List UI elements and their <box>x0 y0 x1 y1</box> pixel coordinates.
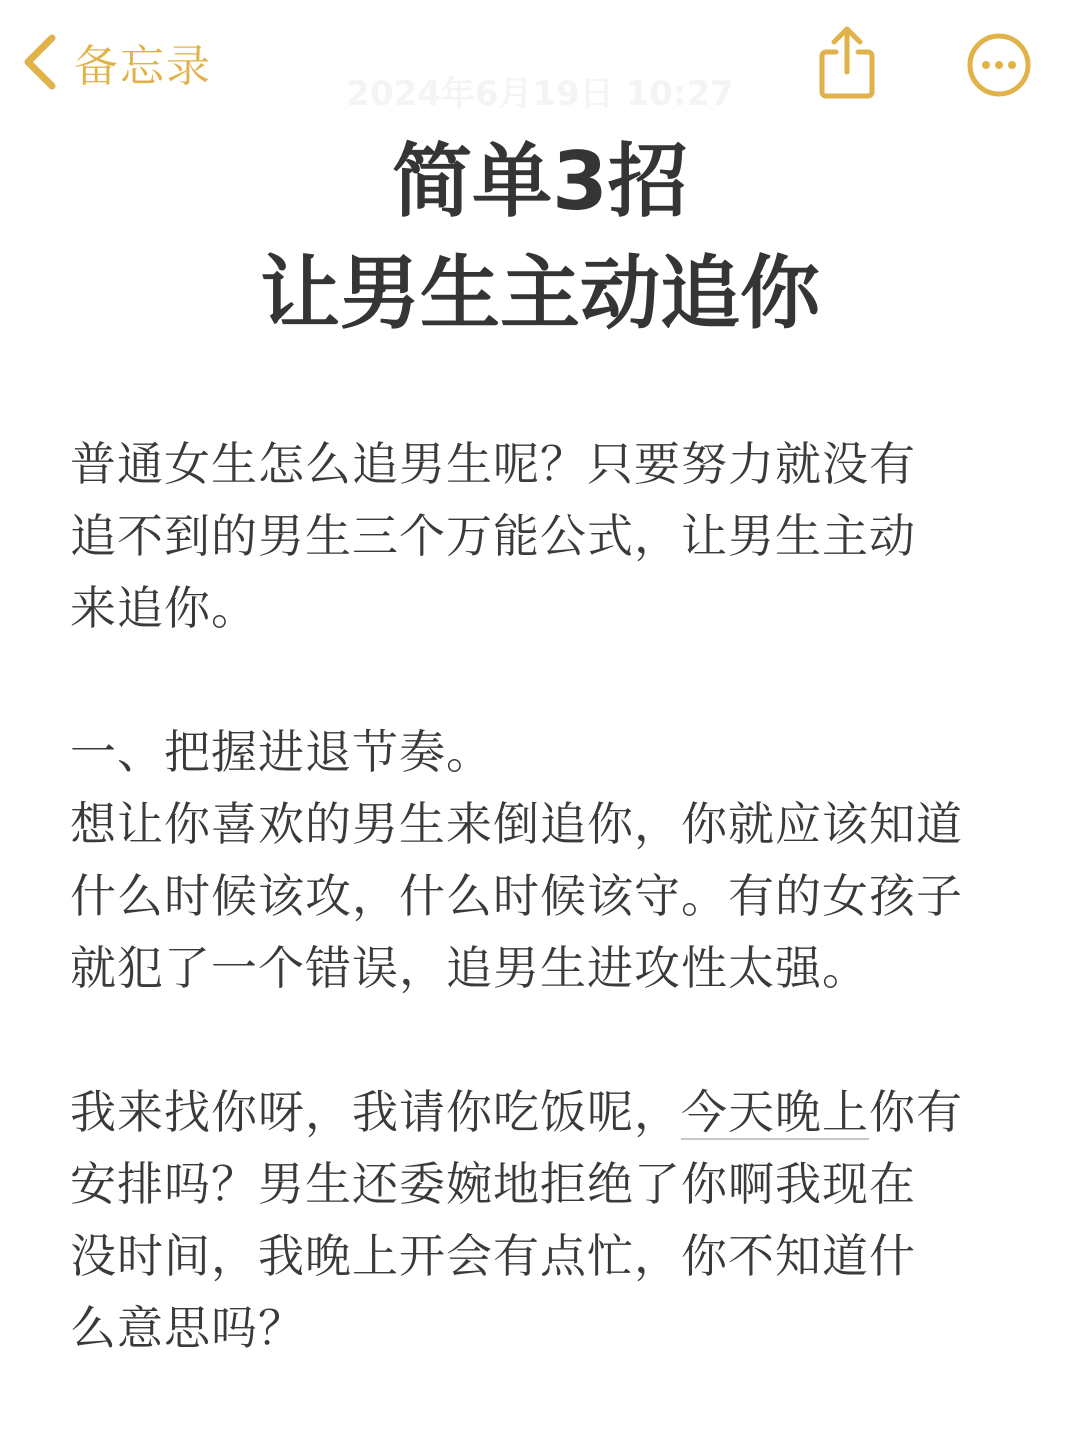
para3-line: 么意思吗？ <box>70 1301 305 1355</box>
section1-heading: 一、把握进退节奏。 <box>70 725 493 779</box>
back-button-label: 备忘录 <box>74 41 212 92</box>
intro-line: 来追你。 <box>70 581 258 635</box>
section1-line: 什么时候该攻，什么时候该守。有的女孩子 <box>70 869 963 923</box>
intro-line: 普通女生怎么追男生呢？只要努力就没有 <box>70 437 916 491</box>
para3-line <box>70 1076 1000 1148</box>
para3-line: 没时间，我晚上开会有点忙，你不知道什 <box>70 1229 916 1283</box>
note-title-line2: 让男生主动追你 <box>260 247 820 340</box>
paragraph-gap <box>70 1004 1000 1076</box>
underlined-text: 今天晚上 <box>681 1085 869 1139</box>
intro-line: 追不到的男生三个万能公式，让男生主动 <box>70 509 916 563</box>
paragraph-gap <box>70 644 1000 716</box>
note-title-line1: 简单3招 <box>392 135 688 228</box>
para3-text-before: 我来找你呀，我请你吃饭呢， <box>70 1085 681 1139</box>
note-title <box>0 126 1080 350</box>
note-body[interactable] <box>70 428 1000 1364</box>
note-timestamp: 2024年6月19日 10:27 <box>346 74 734 114</box>
para3-text-after: 你有 <box>869 1085 963 1139</box>
section1-line: 就犯了一个错误，追男生进攻性太强。 <box>70 941 869 995</box>
section1-line: 想让你喜欢的男生来倒追你，你就应该知道 <box>70 797 963 851</box>
para3-line: 安排吗？男生还委婉地拒绝了你啊我现在 <box>70 1157 916 1211</box>
